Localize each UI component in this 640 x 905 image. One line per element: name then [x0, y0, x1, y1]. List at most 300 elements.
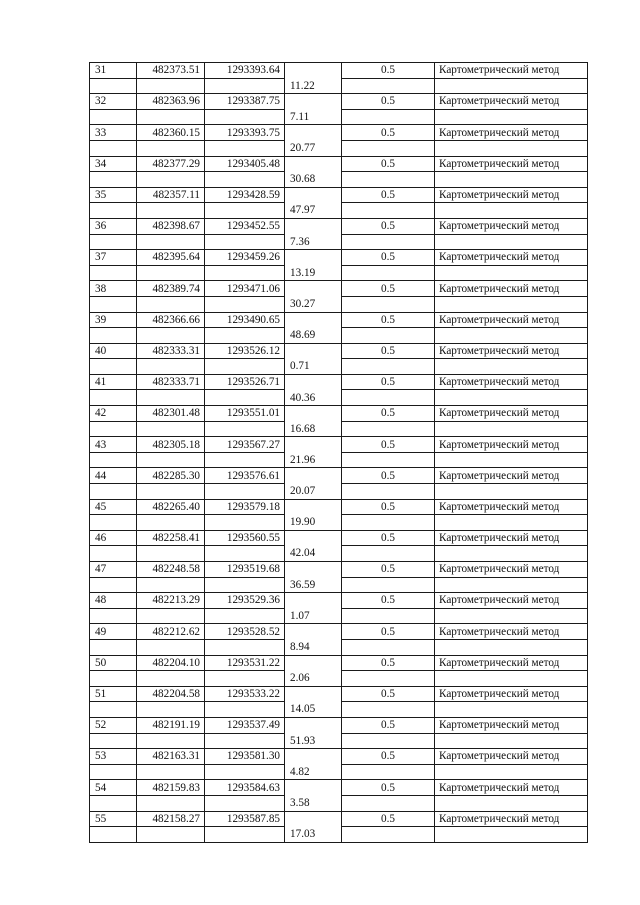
- y-coordinate-cell: 1293452.55: [205, 218, 285, 234]
- accuracy-cell: 0.5: [342, 562, 435, 578]
- blank-cell: [90, 421, 137, 437]
- segment-length-blank-cell: [285, 717, 342, 733]
- blank-cell: [205, 328, 285, 344]
- blank-cell: [342, 296, 435, 312]
- table-row-segment: [90, 577, 588, 593]
- blank-cell: [137, 390, 205, 406]
- y-coordinate-cell: 1293560.55: [205, 530, 285, 546]
- segment-length-blank-cell: [285, 218, 342, 234]
- point-number-cell: 49: [90, 624, 137, 640]
- blank-cell: [342, 234, 435, 250]
- blank-cell: [137, 639, 205, 655]
- blank-cell: [205, 827, 285, 843]
- accuracy-cell: 0.5: [342, 63, 435, 79]
- blank-cell: [137, 203, 205, 219]
- segment-length-cell: 30.68: [285, 172, 342, 188]
- y-coordinate-cell: 1293519.68: [205, 562, 285, 578]
- method-cell: Картометрический метод: [435, 187, 588, 203]
- point-number-cell: 54: [90, 780, 137, 796]
- segment-length-cell: 3.58: [285, 795, 342, 811]
- method-cell: Картометрический метод: [435, 499, 588, 515]
- blank-cell: [342, 484, 435, 500]
- table-row: [90, 624, 588, 640]
- segment-length-cell: 4.82: [285, 764, 342, 780]
- y-coordinate-cell: 1293579.18: [205, 499, 285, 515]
- y-coordinate-cell: 1293584.63: [205, 780, 285, 796]
- method-cell: Картометрический метод: [435, 63, 588, 79]
- coordinates-table-body: [90, 63, 588, 843]
- table-row-segment: [90, 733, 588, 749]
- segment-length-blank-cell: [285, 562, 342, 578]
- segment-length-blank-cell: [285, 374, 342, 390]
- table-row-segment: [90, 702, 588, 718]
- x-coordinate-cell: 482398.67: [137, 218, 205, 234]
- blank-cell: [90, 827, 137, 843]
- blank-cell: [137, 795, 205, 811]
- blank-cell: [205, 764, 285, 780]
- blank-cell: [342, 764, 435, 780]
- accuracy-cell: 0.5: [342, 749, 435, 765]
- y-coordinate-cell: 1293471.06: [205, 281, 285, 297]
- x-coordinate-cell: 482305.18: [137, 437, 205, 453]
- y-coordinate-cell: 1293537.49: [205, 717, 285, 733]
- table-row: [90, 343, 588, 359]
- method-cell: Картометрический метод: [435, 437, 588, 453]
- blank-cell: [435, 733, 588, 749]
- segment-length-cell: 19.90: [285, 515, 342, 531]
- blank-cell: [435, 265, 588, 281]
- segment-length-cell: 20.77: [285, 140, 342, 156]
- method-cell: Картометрический метод: [435, 343, 588, 359]
- method-cell: Картометрический метод: [435, 686, 588, 702]
- segment-length-cell: 48.69: [285, 328, 342, 344]
- segment-length-blank-cell: [285, 499, 342, 515]
- method-cell: Картометрический метод: [435, 811, 588, 827]
- x-coordinate-cell: 482377.29: [137, 156, 205, 172]
- blank-cell: [205, 421, 285, 437]
- segment-length-blank-cell: [285, 780, 342, 796]
- blank-cell: [435, 546, 588, 562]
- blank-cell: [435, 671, 588, 687]
- x-coordinate-cell: 482285.30: [137, 468, 205, 484]
- x-coordinate-cell: 482373.51: [137, 63, 205, 79]
- point-number-cell: 41: [90, 374, 137, 390]
- table-row: [90, 187, 588, 203]
- accuracy-cell: 0.5: [342, 94, 435, 110]
- blank-cell: [342, 109, 435, 125]
- method-cell: Картометрический метод: [435, 281, 588, 297]
- table-row-segment: [90, 546, 588, 562]
- table-row-segment: [90, 484, 588, 500]
- blank-cell: [90, 515, 137, 531]
- blank-cell: [435, 827, 588, 843]
- table-row: [90, 499, 588, 515]
- segment-length-cell: 7.11: [285, 109, 342, 125]
- point-number-cell: 52: [90, 717, 137, 733]
- blank-cell: [435, 109, 588, 125]
- method-cell: Картометрический метод: [435, 125, 588, 141]
- x-coordinate-cell: 482333.71: [137, 374, 205, 390]
- segment-length-blank-cell: [285, 468, 342, 484]
- point-number-cell: 37: [90, 250, 137, 266]
- accuracy-cell: 0.5: [342, 624, 435, 640]
- table-row-segment: [90, 78, 588, 94]
- accuracy-cell: 0.5: [342, 655, 435, 671]
- y-coordinate-cell: 1293459.26: [205, 250, 285, 266]
- blank-cell: [137, 296, 205, 312]
- table-row: [90, 125, 588, 141]
- blank-cell: [342, 390, 435, 406]
- accuracy-cell: 0.5: [342, 530, 435, 546]
- blank-cell: [342, 671, 435, 687]
- table-row-segment: [90, 671, 588, 687]
- x-coordinate-cell: 482213.29: [137, 593, 205, 609]
- table-row-segment: [90, 608, 588, 624]
- table-row-segment: [90, 234, 588, 250]
- blank-cell: [137, 764, 205, 780]
- table-row: [90, 437, 588, 453]
- blank-cell: [205, 515, 285, 531]
- blank-cell: [435, 296, 588, 312]
- table-row-segment: [90, 452, 588, 468]
- blank-cell: [90, 671, 137, 687]
- blank-cell: [137, 671, 205, 687]
- blank-cell: [435, 203, 588, 219]
- segment-length-cell: 13.19: [285, 265, 342, 281]
- method-cell: Картометрический метод: [435, 312, 588, 328]
- method-cell: Картометрический метод: [435, 593, 588, 609]
- table-row: [90, 281, 588, 297]
- segment-length-blank-cell: [285, 406, 342, 422]
- x-coordinate-cell: 482191.19: [137, 717, 205, 733]
- blank-cell: [435, 328, 588, 344]
- blank-cell: [205, 608, 285, 624]
- blank-cell: [137, 234, 205, 250]
- table-row: [90, 562, 588, 578]
- blank-cell: [342, 421, 435, 437]
- blank-cell: [205, 639, 285, 655]
- blank-cell: [137, 172, 205, 188]
- point-number-cell: 44: [90, 468, 137, 484]
- segment-length-blank-cell: [285, 125, 342, 141]
- blank-cell: [205, 172, 285, 188]
- point-number-cell: 45: [90, 499, 137, 515]
- point-number-cell: 31: [90, 63, 137, 79]
- table-row: [90, 811, 588, 827]
- blank-cell: [205, 203, 285, 219]
- blank-cell: [342, 203, 435, 219]
- table-row: [90, 250, 588, 266]
- y-coordinate-cell: 1293490.65: [205, 312, 285, 328]
- method-cell: Картометрический метод: [435, 156, 588, 172]
- blank-cell: [90, 78, 137, 94]
- blank-cell: [205, 78, 285, 94]
- blank-cell: [137, 140, 205, 156]
- segment-length-cell: 40.36: [285, 390, 342, 406]
- blank-cell: [205, 795, 285, 811]
- y-coordinate-cell: 1293567.27: [205, 437, 285, 453]
- blank-cell: [137, 484, 205, 500]
- blank-cell: [435, 140, 588, 156]
- accuracy-cell: 0.5: [342, 374, 435, 390]
- blank-cell: [137, 359, 205, 375]
- blank-cell: [342, 733, 435, 749]
- blank-cell: [137, 608, 205, 624]
- y-coordinate-cell: 1293528.52: [205, 624, 285, 640]
- blank-cell: [342, 608, 435, 624]
- blank-cell: [435, 234, 588, 250]
- segment-length-blank-cell: [285, 187, 342, 203]
- table-row: [90, 374, 588, 390]
- blank-cell: [90, 639, 137, 655]
- method-cell: Картометрический метод: [435, 780, 588, 796]
- blank-cell: [342, 452, 435, 468]
- blank-cell: [90, 234, 137, 250]
- segment-length-cell: 21.96: [285, 452, 342, 468]
- blank-cell: [137, 577, 205, 593]
- table-row: [90, 312, 588, 328]
- blank-cell: [342, 795, 435, 811]
- y-coordinate-cell: 1293587.85: [205, 811, 285, 827]
- segment-length-cell: 20.07: [285, 484, 342, 500]
- table-row: [90, 94, 588, 110]
- method-cell: Картометрический метод: [435, 749, 588, 765]
- method-cell: Картометрический метод: [435, 468, 588, 484]
- y-coordinate-cell: 1293533.22: [205, 686, 285, 702]
- accuracy-cell: 0.5: [342, 717, 435, 733]
- blank-cell: [342, 639, 435, 655]
- method-cell: Картометрический метод: [435, 717, 588, 733]
- accuracy-cell: 0.5: [342, 218, 435, 234]
- table-row-segment: [90, 390, 588, 406]
- x-coordinate-cell: 482389.74: [137, 281, 205, 297]
- x-coordinate-cell: 482204.10: [137, 655, 205, 671]
- blank-cell: [205, 733, 285, 749]
- blank-cell: [137, 546, 205, 562]
- point-number-cell: 50: [90, 655, 137, 671]
- blank-cell: [342, 702, 435, 718]
- accuracy-cell: 0.5: [342, 437, 435, 453]
- blank-cell: [205, 296, 285, 312]
- point-number-cell: 42: [90, 406, 137, 422]
- blank-cell: [342, 827, 435, 843]
- blank-cell: [435, 795, 588, 811]
- segment-length-blank-cell: [285, 530, 342, 546]
- blank-cell: [435, 390, 588, 406]
- segment-length-cell: 51.93: [285, 733, 342, 749]
- x-coordinate-cell: 482333.31: [137, 343, 205, 359]
- blank-cell: [90, 172, 137, 188]
- blank-cell: [435, 515, 588, 531]
- table-row: [90, 593, 588, 609]
- method-cell: Картометрический метод: [435, 218, 588, 234]
- segment-length-blank-cell: [285, 655, 342, 671]
- point-number-cell: 43: [90, 437, 137, 453]
- accuracy-cell: 0.5: [342, 686, 435, 702]
- segment-length-cell: 8.94: [285, 639, 342, 655]
- segment-length-blank-cell: [285, 593, 342, 609]
- blank-cell: [90, 546, 137, 562]
- blank-cell: [205, 109, 285, 125]
- accuracy-cell: 0.5: [342, 343, 435, 359]
- blank-cell: [90, 390, 137, 406]
- table-row: [90, 749, 588, 765]
- table-row: [90, 468, 588, 484]
- x-coordinate-cell: 482212.62: [137, 624, 205, 640]
- blank-cell: [137, 265, 205, 281]
- blank-cell: [90, 764, 137, 780]
- segment-length-blank-cell: [285, 63, 342, 79]
- blank-cell: [435, 764, 588, 780]
- point-number-cell: 32: [90, 94, 137, 110]
- y-coordinate-cell: 1293428.59: [205, 187, 285, 203]
- blank-cell: [342, 359, 435, 375]
- method-cell: Картометрический метод: [435, 374, 588, 390]
- blank-cell: [205, 577, 285, 593]
- blank-cell: [90, 140, 137, 156]
- blank-cell: [205, 452, 285, 468]
- blank-cell: [342, 546, 435, 562]
- accuracy-cell: 0.5: [342, 811, 435, 827]
- x-coordinate-cell: 482360.15: [137, 125, 205, 141]
- blank-cell: [205, 484, 285, 500]
- blank-cell: [90, 484, 137, 500]
- segment-length-cell: 47.97: [285, 203, 342, 219]
- y-coordinate-cell: 1293529.36: [205, 593, 285, 609]
- method-cell: Картометрический метод: [435, 406, 588, 422]
- blank-cell: [90, 328, 137, 344]
- blank-cell: [435, 639, 588, 655]
- table-row: [90, 218, 588, 234]
- blank-cell: [90, 733, 137, 749]
- blank-cell: [137, 109, 205, 125]
- blank-cell: [90, 608, 137, 624]
- x-coordinate-cell: 482204.58: [137, 686, 205, 702]
- segment-length-blank-cell: [285, 312, 342, 328]
- point-number-cell: 46: [90, 530, 137, 546]
- table-row-segment: [90, 172, 588, 188]
- segment-length-cell: 1.07: [285, 608, 342, 624]
- blank-cell: [137, 733, 205, 749]
- accuracy-cell: 0.5: [342, 406, 435, 422]
- accuracy-cell: 0.5: [342, 187, 435, 203]
- blank-cell: [137, 421, 205, 437]
- accuracy-cell: 0.5: [342, 281, 435, 297]
- blank-cell: [435, 359, 588, 375]
- point-number-cell: 53: [90, 749, 137, 765]
- accuracy-cell: 0.5: [342, 312, 435, 328]
- x-coordinate-cell: 482158.27: [137, 811, 205, 827]
- table-row: [90, 655, 588, 671]
- table-row-segment: [90, 109, 588, 125]
- blank-cell: [137, 702, 205, 718]
- y-coordinate-cell: 1293551.01: [205, 406, 285, 422]
- x-coordinate-cell: 482159.83: [137, 780, 205, 796]
- point-number-cell: 33: [90, 125, 137, 141]
- x-coordinate-cell: 482363.96: [137, 94, 205, 110]
- y-coordinate-cell: 1293387.75: [205, 94, 285, 110]
- y-coordinate-cell: 1293393.64: [205, 63, 285, 79]
- x-coordinate-cell: 482248.58: [137, 562, 205, 578]
- blank-cell: [90, 702, 137, 718]
- table-row-segment: [90, 421, 588, 437]
- y-coordinate-cell: 1293393.75: [205, 125, 285, 141]
- table-row-segment: [90, 328, 588, 344]
- point-number-cell: 38: [90, 281, 137, 297]
- method-cell: Картометрический метод: [435, 530, 588, 546]
- y-coordinate-cell: 1293581.30: [205, 749, 285, 765]
- table-row: [90, 780, 588, 796]
- segment-length-blank-cell: [285, 686, 342, 702]
- blank-cell: [435, 702, 588, 718]
- segment-length-cell: 42.04: [285, 546, 342, 562]
- y-coordinate-cell: 1293576.61: [205, 468, 285, 484]
- segment-length-cell: 2.06: [285, 671, 342, 687]
- blank-cell: [205, 265, 285, 281]
- segment-length-blank-cell: [285, 437, 342, 453]
- table-row: [90, 717, 588, 733]
- segment-length-blank-cell: [285, 250, 342, 266]
- segment-length-cell: 11.22: [285, 78, 342, 94]
- x-coordinate-cell: 482265.40: [137, 499, 205, 515]
- table-row: [90, 686, 588, 702]
- blank-cell: [90, 203, 137, 219]
- blank-cell: [137, 452, 205, 468]
- blank-cell: [342, 515, 435, 531]
- segment-length-cell: 16.68: [285, 421, 342, 437]
- segment-length-cell: 17.03: [285, 827, 342, 843]
- point-number-cell: 55: [90, 811, 137, 827]
- method-cell: Картометрический метод: [435, 250, 588, 266]
- point-number-cell: 39: [90, 312, 137, 328]
- blank-cell: [90, 359, 137, 375]
- blank-cell: [435, 78, 588, 94]
- blank-cell: [90, 577, 137, 593]
- table-row-segment: [90, 359, 588, 375]
- x-coordinate-cell: 482395.64: [137, 250, 205, 266]
- accuracy-cell: 0.5: [342, 593, 435, 609]
- x-coordinate-cell: 482366.66: [137, 312, 205, 328]
- method-cell: Картометрический метод: [435, 94, 588, 110]
- blank-cell: [90, 296, 137, 312]
- segment-length-cell: 30.27: [285, 296, 342, 312]
- point-number-cell: 48: [90, 593, 137, 609]
- table-row-segment: [90, 827, 588, 843]
- blank-cell: [342, 328, 435, 344]
- blank-cell: [342, 577, 435, 593]
- x-coordinate-cell: 482357.11: [137, 187, 205, 203]
- method-cell: Картометрический метод: [435, 562, 588, 578]
- blank-cell: [435, 577, 588, 593]
- segment-length-blank-cell: [285, 811, 342, 827]
- blank-cell: [435, 452, 588, 468]
- segment-length-blank-cell: [285, 281, 342, 297]
- blank-cell: [90, 109, 137, 125]
- blank-cell: [205, 359, 285, 375]
- coordinates-table: [89, 62, 588, 843]
- y-coordinate-cell: 1293526.71: [205, 374, 285, 390]
- blank-cell: [435, 484, 588, 500]
- method-cell: Картометрический метод: [435, 624, 588, 640]
- blank-cell: [205, 702, 285, 718]
- x-coordinate-cell: 482258.41: [137, 530, 205, 546]
- accuracy-cell: 0.5: [342, 250, 435, 266]
- segment-length-blank-cell: [285, 624, 342, 640]
- segment-length-blank-cell: [285, 749, 342, 765]
- blank-cell: [435, 172, 588, 188]
- blank-cell: [342, 78, 435, 94]
- blank-cell: [137, 328, 205, 344]
